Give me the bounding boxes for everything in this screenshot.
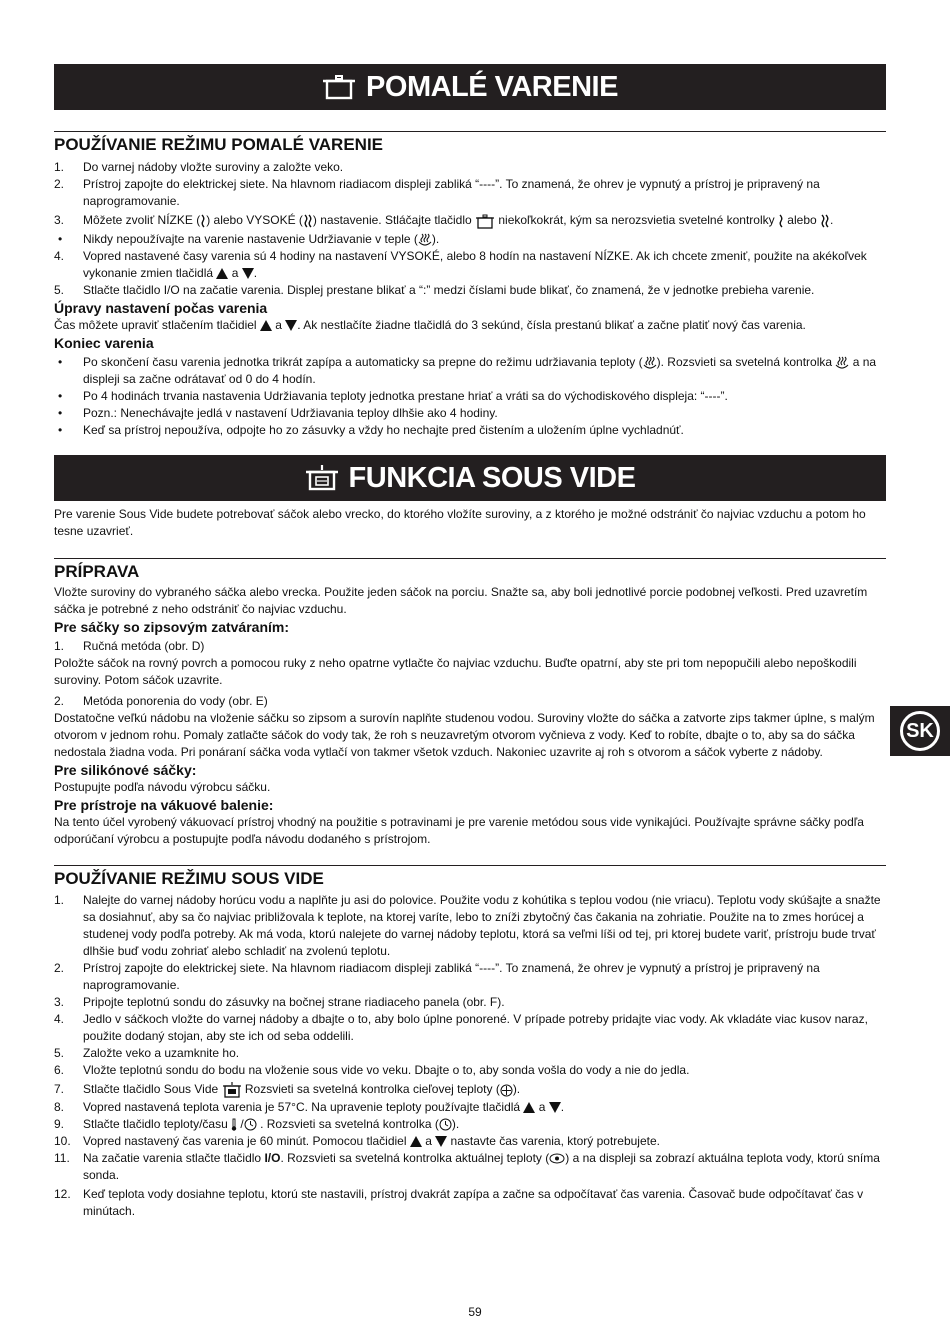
list-item: 4. Jedlo v sáčkoch vložte do varnej nádoby a dbajte o to, aby bolo úplne ponorené. V prípade potreby pridajte viac vody. Ak vkladáte viac kusov naraz, použite dodaný stojan, aby ste ich od seba oddelili.: [54, 1012, 868, 1043]
sous-vide-title: FUNKCIA SOUS VIDE: [348, 461, 636, 494]
list-item: 8. Vopred nastavená teplota varenia je 57°C. Na upravenie teploty používajte tlačidlá a .: [54, 1100, 565, 1114]
list-item: 4. Vopred nastavené časy varenia sú 4 hodiny na nastavení VYSOKÉ, alebo 8 hodín na nastavení NÍZKE. Ak ich chcete zmeniť, použite na akékoľvek vykonanie zmien tlačidlá a .: [54, 249, 867, 280]
pot-icon: [475, 213, 495, 229]
sous-vide-steps: [54, 892, 886, 1220]
up-arrow-icon: [216, 268, 228, 279]
slow-cook-usage-heading: POUŽÍVANIE REŽIMU POMALÉ VARENIE: [54, 131, 886, 155]
list-item: 10. Vopred nastavený čas varenia je 60 minút. Pomocou tlačidiel a nastavte čas varenia, ktorý potrebujete.: [54, 1134, 660, 1148]
list-item: 9. Stlačte tlačidlo teploty/času / . Rozsvieti sa svetelná kontrolka ( ).: [54, 1117, 460, 1131]
zip-method-1: [54, 638, 886, 655]
zip-method-1-text: Položte sáčok na rovný povrch a pomocou ruky z neho opatrne vytlačte čo najviac vzduchu. Buďte opatrní, aby ste pri tom nepopučili alebo nepoškodili suroviny. Potom sáčok uzavrite.: [54, 656, 857, 687]
keep-warm-icon: [835, 356, 849, 370]
up-arrow-icon: [523, 1102, 535, 1113]
list-item: 3. Pripojte teplotnú sondu do zásuvky na bočnej strane riadiaceho panela (obr. F).: [54, 995, 505, 1009]
list-item: 1. Do varnej nádoby vložte suroviny a založte veko.: [54, 160, 344, 174]
vacuum-text: Na tento účel vyrobený vákuovací prístroj vhodný na použitie s potravinami je pre varenie metódou sous vide vynikajúci. Používajte správne sáčky podľa odporúčaní výrobcu a postupujte podľa návodu dodaného s prístrojom.: [54, 815, 864, 846]
down-arrow-icon: [435, 1136, 447, 1147]
language-tab: [890, 706, 950, 756]
prep-heading: PRÍPRAVA: [54, 558, 886, 582]
list-item: • Po skončení času varenia jednotka trikrát zapípa a automaticky sa prepne do režimu udržiavania teploty ( ). Rozsvieti sa svetelná kontrolka a na displeji sa začne odrátavať od 0 do 4 hodín.: [58, 355, 877, 386]
silicone-text: Postupujte podľa návodu výrobcu sáčku.: [54, 780, 271, 794]
zip-method-2-text: Dostatočne veľkú nádobu na vloženie sáčku so zipsom a surovín naplňte studenou vodou. Suroviny vložte do sáčka a zatvorte zips takmer úplne, s malým otvorom v jednom rohu. Pomaly zatlačte sáčok do vody tak, že roh s neuzavretým otvorom vyčnieva z vody. Keď to robíte, dbajte o to, aby sa do sáčka nedostala žiadna voda. Pri ponáraní sáčka voda vytlačí von takmer všetok vzduch. Nakoniec uzavrite aj roh s otvorom a sáčok vyberte z nádoby.: [54, 711, 875, 759]
down-arrow-icon: [549, 1102, 561, 1113]
zip-method-2: [54, 693, 886, 710]
list-item: 12. Keď teplota vody dosiahne teplotu, ktorú ste nastavili, prístroj dvakrát zapípa a začne sa odpočítavať čas varenia. Časovač bude odpočítavať čas v minútach.: [54, 1187, 864, 1218]
list-item: 5. Stlačte tlačidlo I/O na začatie varenia. Displej prestane blikať a “:” medzi číslami bude blikať, čo znamená, že v jednotke prebieha varenie.: [54, 283, 815, 297]
sous-vide-usage-heading: POUŽÍVANIE REŽIMU SOUS VIDE: [54, 865, 886, 889]
end-heading: Koniec varenia: [54, 335, 154, 351]
list-item: 3. Môžete zvoliť NÍZKE ( ) alebo VYSOKÉ ( ) nastavenie. Stláčajte tlačidlo niekoľkokrát, kým sa nerozsvietia svetelné kontrolky alebo .: [54, 213, 834, 227]
list-item: 1. Ručná metóda (obr. D): [54, 639, 205, 653]
clock-icon: [439, 1118, 452, 1131]
keep-warm-icon: [643, 356, 657, 370]
high-heat-icon: [820, 214, 830, 228]
down-arrow-icon: [242, 268, 254, 279]
adjust-text: Čas môžete upraviť stlačením tlačidiel a . Ak nestlačíte žiadne tlačidlá do 3 sekúnd, čísla prestanú blikať a začne platiť nový čas varenia.: [54, 318, 806, 332]
language-tab-label: SK: [900, 711, 940, 751]
list-item: 2. Metóda ponorenia do vody (obr. E): [54, 694, 268, 708]
zip-heading: Pre sáčky so zipsovým zatváraním:: [54, 619, 290, 635]
list-item: 7. Stlačte tlačidlo Sous Vide Rozsvieti sa svetelná kontrolka cieľovej teploty ( ).: [54, 1081, 886, 1099]
sous-vide-icon: [222, 1081, 242, 1099]
slow-cook-banner: [54, 64, 886, 110]
list-item: 1. Nalejte do varnej nádoby horúcu vodu a naplňte ju asi do polovice. Použite vodu z kohútika s teplou vodou (nie vriacu). Teplotu vody skúšajte a snažte sa dosiahnuť, aby sa čo najviac približovala k teplote, na ktorej varíte, lebo to zníži zbytočný čas čakania na zohriatie. Použite na to zmes horúcej a studenej vody podľa potreby. Ak má voda, ktorú nalejete do varnej nádoby teplotu, ktorá sa veľmi líši od tej, pri ktorej budete variť, prístroju bude trvať dlhšie buď vodu zohriať alebo schladiť na zvolenú teplotu.: [54, 893, 881, 958]
list-item: 11. Na začatie varenia stlačte tlačidlo I/O. Rozsvieti sa svetelná kontrolka aktuálnej teploty ( ) a na displeji sa zobrazí aktuálna teplota vody, ktorú sníma sonda.: [54, 1151, 880, 1182]
list-item: 5. Založte veko a uzamknite ho.: [54, 1046, 240, 1060]
down-arrow-icon: [285, 320, 297, 331]
clock-icon: [244, 1118, 257, 1131]
list-item: 6. Vložte teplotnú sondu do bodu na vloženie sous vide vo veku. Dbajte o to, aby sonda vošla do vody a nie do jedla.: [54, 1063, 690, 1077]
high-heat-icon: [303, 214, 313, 228]
target-temp-icon: [500, 1084, 513, 1097]
list-item: • Nikdy nepoužívajte na varenie nastavenie Udržiavanie v teple ( ).: [58, 232, 440, 246]
sous-vide-intro: Pre varenie Sous Vide budete potrebovať sáčok alebo vrecko, do ktorého vložíte suroviny, a z ktorého je možné odstrániť čo najviac vzduchu a potom ho tesne uzavrieť.: [54, 507, 866, 538]
list-item: • Pozn.: Nenechávajte jedlá v nastavení Udržiavania teploy dlhšie ako 4 hodiny.: [58, 406, 498, 420]
end-list: [54, 354, 886, 439]
pot-icon: [322, 73, 356, 101]
list-item: • Po 4 hodinách trvania nastavenia Udržiavania teploty jednotka prestane hriať a vráti sa do východiskového displeja: “----”.: [58, 389, 728, 403]
list-item: • Keď sa prístroj nepoužíva, odpojte ho zo zásuvky a vždy ho nechajte pred čistením a uložením úplne vychladnúť.: [58, 423, 684, 437]
list-item: 2. Prístroj zapojte do elektrickej siete. Na hlavnom riadiacom displeji zabliká “----”. To znamená, že ohrev je vypnutý a prístroj je pripravený na naprogramovanie.: [54, 961, 820, 992]
prep-text: Vložte suroviny do vybraného sáčka alebo vrecka. Použite jeden sáčok na porciu. Snažte sa, aby boli jednotlivé porcie podobnej veľkosti. Pred uzavretím sáčka je potrebné z neho odstrániť čo najviac vzduchu.: [54, 585, 868, 616]
up-arrow-icon: [410, 1136, 422, 1147]
up-arrow-icon: [260, 320, 272, 331]
current-temp-icon: [549, 1153, 565, 1164]
keep-warm-icon: [418, 233, 432, 247]
list-item: 2. Prístroj zapojte do elektrickej siete. Na hlavnom riadiacom displeji zabliká “----”. To znamená, že ohrev je vypnutý a prístroj je pripravený na naprogramovanie.: [54, 177, 820, 208]
adjust-heading: Úpravy nastavení počas varenia: [54, 300, 268, 316]
slow-cook-steps: [54, 159, 886, 299]
silicone-heading: Pre silikónové sáčky:: [54, 762, 197, 778]
sous-vide-banner: [54, 455, 886, 501]
page-number: 59: [468, 1305, 482, 1319]
vacuum-heading: Pre prístroje na vákuové balenie:: [54, 797, 274, 813]
sous-vide-icon: [305, 463, 339, 493]
slow-cook-title: POMALÉ VARENIE: [366, 70, 618, 103]
